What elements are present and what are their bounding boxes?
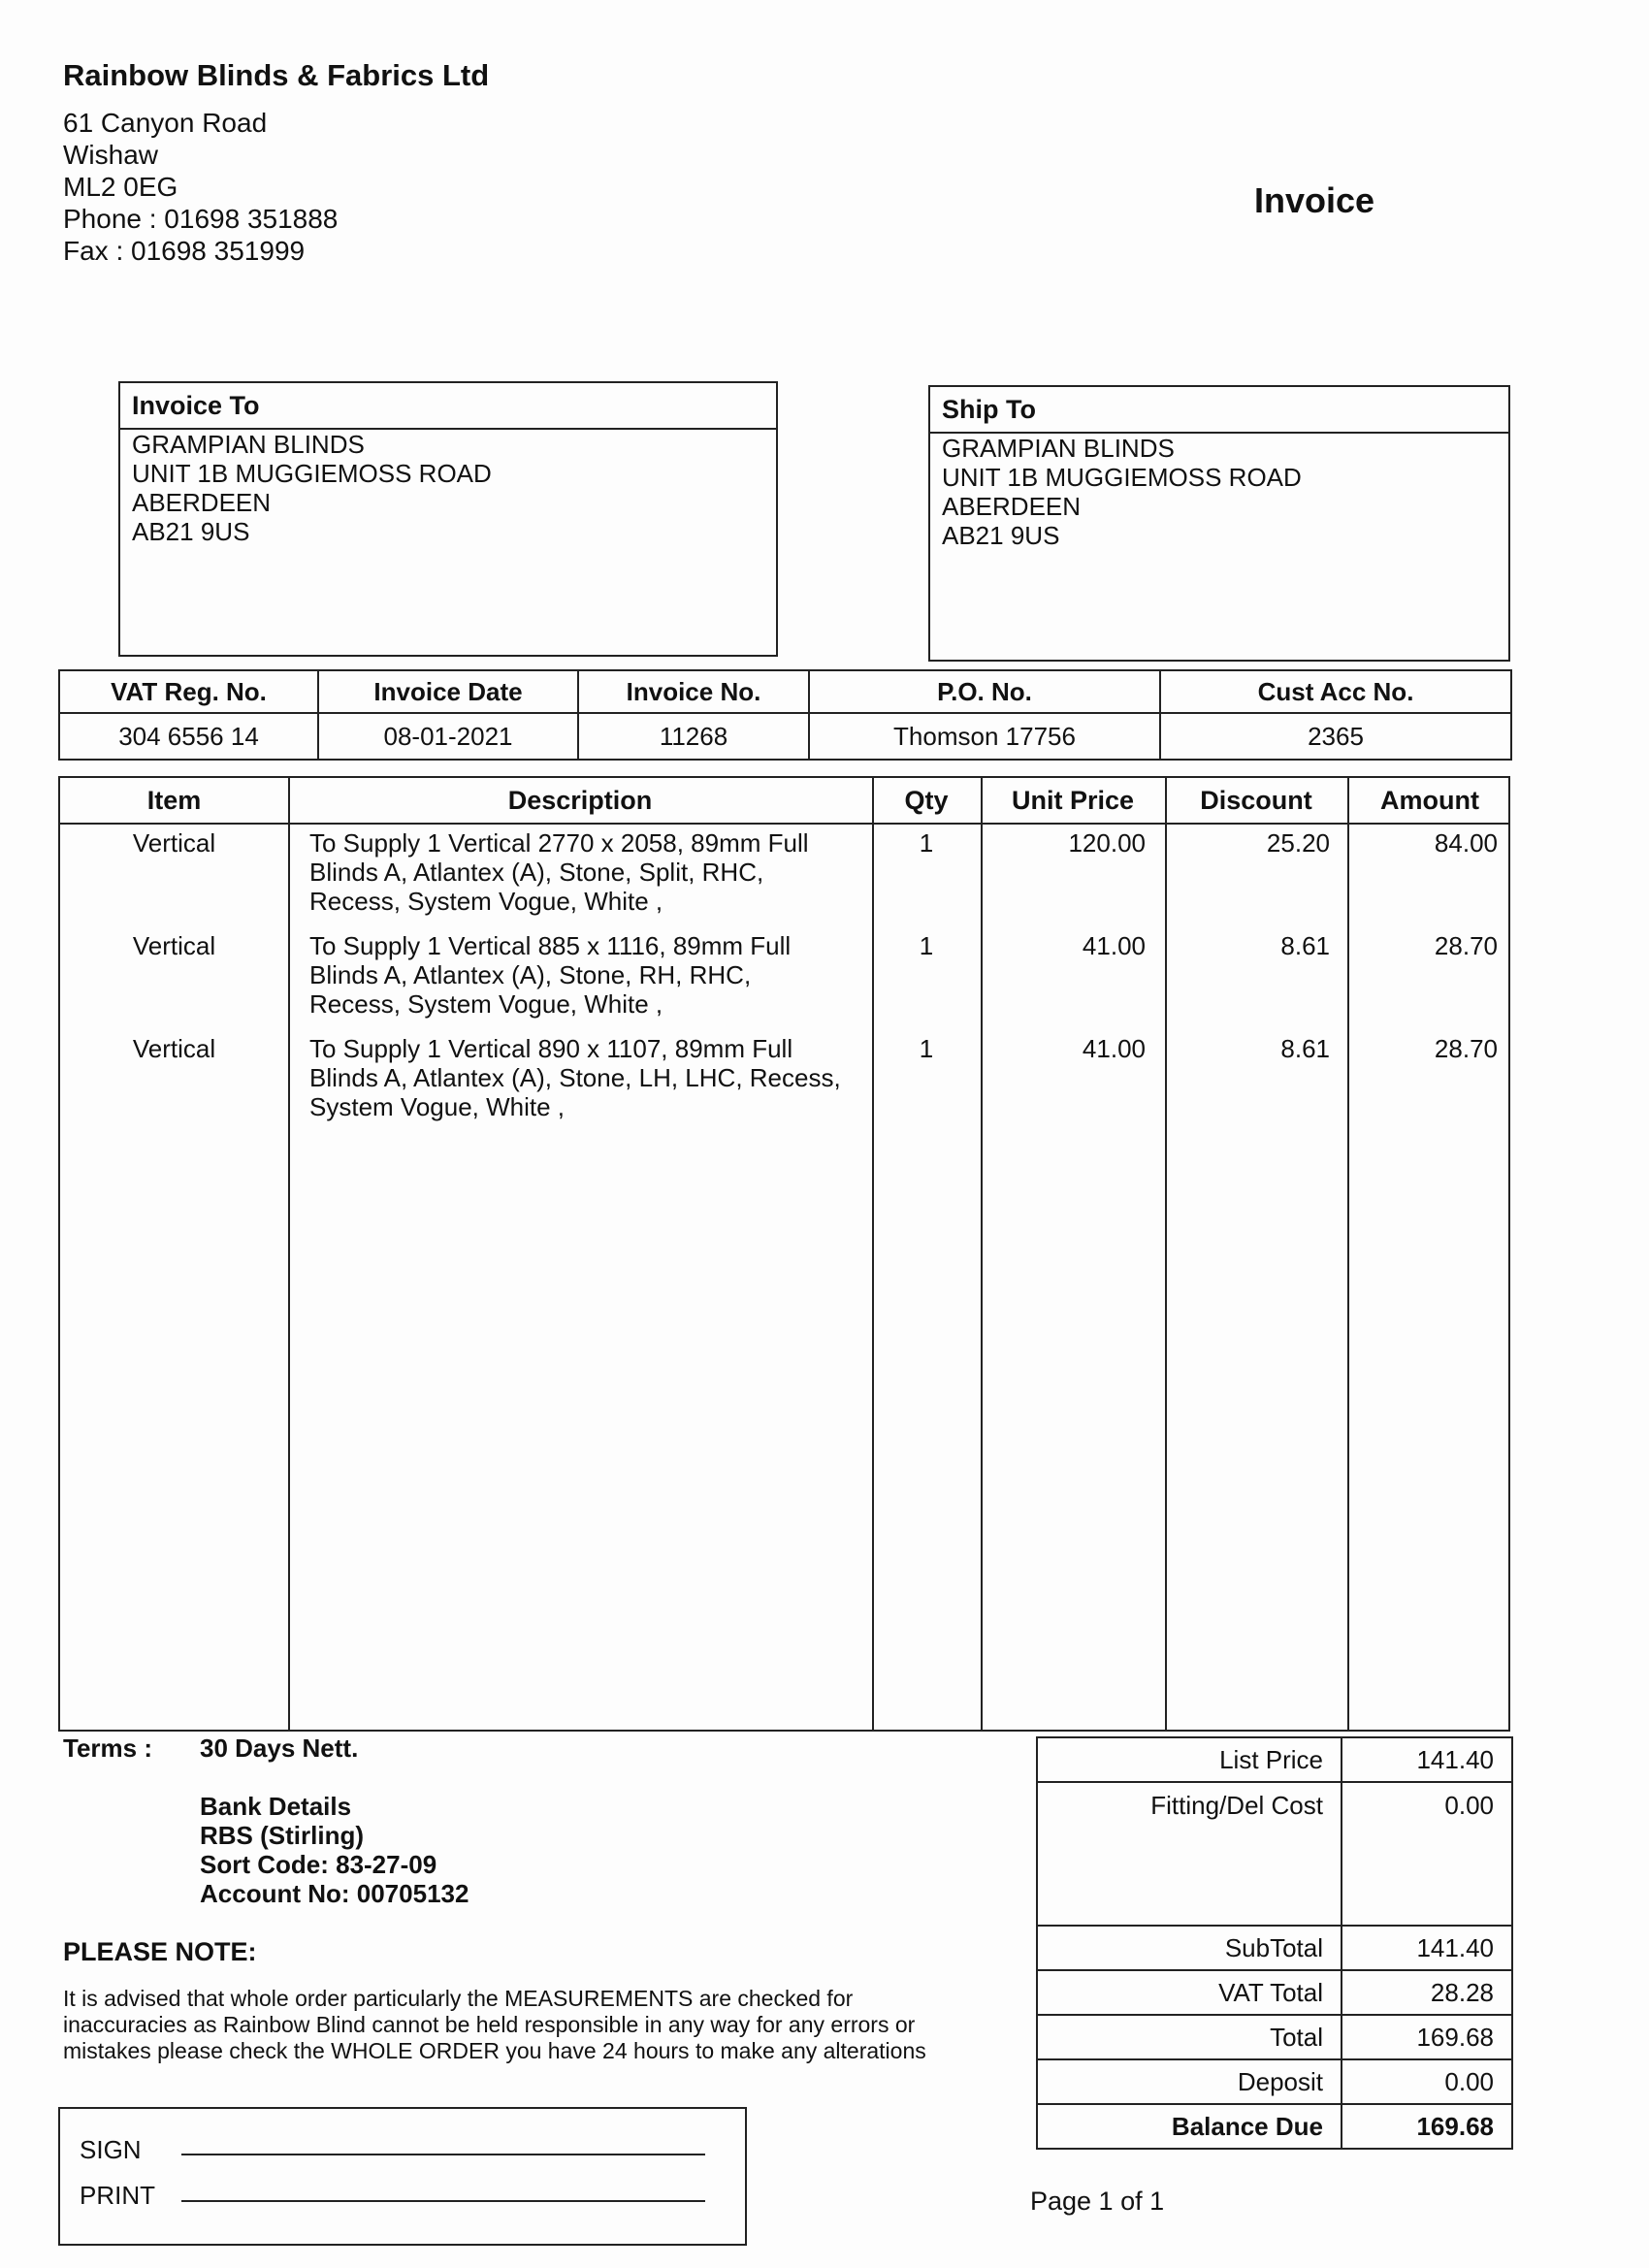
item-cell: Vertical (132, 1034, 216, 1063)
print-line[interactable] (181, 2200, 705, 2202)
note-line: mistakes please check the WHOLE ORDER you have 24 hours to make any alterations (63, 2038, 926, 2063)
vat-total-value: 28.28 (1342, 1970, 1512, 2015)
please-note-title: PLEASE NOTE: (63, 1937, 257, 1966)
balance-due-label: Balance Due (1037, 2104, 1342, 2149)
signature-box (58, 2107, 747, 2246)
deposit-value: 0.00 (1342, 2059, 1512, 2104)
fax-line: Fax : 01698 351999 (63, 236, 306, 266)
print-label: PRINT (80, 2181, 155, 2210)
invoice-date-header: Invoice Date (318, 670, 578, 713)
amount-cell: 28.70 (1434, 931, 1498, 960)
invoice-to-heading: Invoice To (120, 383, 776, 430)
item-cell: Vertical (132, 931, 216, 960)
amount-header: Amount (1380, 786, 1479, 815)
ship-to-box (928, 385, 1510, 662)
page-number: Page 1 of 1 (1030, 2187, 1165, 2216)
invoice-to-line: GRAMPIAN BLINDS (132, 430, 365, 459)
vat-total-row (1037, 1970, 1512, 2015)
vat-reg-header: VAT Reg. No. (59, 670, 318, 713)
terms-value: 30 Days Nett. (200, 1733, 359, 1763)
invoice-to-address (120, 430, 776, 546)
sign-line[interactable] (181, 2154, 705, 2155)
description-cell (309, 931, 872, 1019)
description-line: Recess, System Vogue, White , (309, 989, 663, 1019)
fitting-label: Fitting/Del Cost (1037, 1782, 1342, 1926)
invoice-no-header: Invoice No. (578, 670, 809, 713)
unit-price-cell: 41.00 (1082, 931, 1146, 960)
meta-header-row (59, 670, 1511, 713)
po-no-header: P.O. No. (809, 670, 1160, 713)
qty-cell: 1 (919, 931, 934, 960)
ship-to-line: AB21 9US (942, 521, 1060, 550)
discount-cell: 8.61 (1280, 931, 1330, 960)
bank-details-heading: Bank Details (200, 1792, 352, 1821)
description-line: To Supply 1 Vertical 2770 x 2058, 89mm Full (309, 828, 809, 858)
list-price-value: 141.40 (1342, 1737, 1512, 1782)
address-line: Wishaw (63, 140, 159, 170)
description-line: Blinds A, Atlantex (A), Stone, LH, LHC, Recess, (309, 1063, 841, 1092)
balance-due-value: 169.68 (1342, 2104, 1512, 2149)
note-line: It is advised that whole order particularly the MEASUREMENTS are checked for (63, 1986, 854, 2011)
invoice-to-line: UNIT 1B MUGGIEMOSS ROAD (132, 459, 492, 488)
table-row (60, 1028, 1508, 1130)
unit-price-header: Unit Price (1011, 786, 1135, 815)
qty-cell: 1 (919, 1034, 934, 1063)
note-line: inaccuracies as Rainbow Blind cannot be held responsible in any way for any errors or (63, 2012, 916, 2037)
vat-total-label: VAT Total (1037, 1970, 1342, 2015)
description-line: System Vogue, White , (309, 1092, 566, 1121)
discount-cell: 8.61 (1280, 1034, 1330, 1063)
fitting-row (1037, 1782, 1512, 1926)
discount-cell: 25.20 (1266, 828, 1330, 858)
invoice-to-box (118, 381, 778, 657)
unit-price-cell: 41.00 (1082, 1034, 1146, 1063)
fitting-value: 0.00 (1342, 1782, 1512, 1926)
items-header-row (60, 778, 1508, 825)
total-row (1037, 2015, 1512, 2059)
qty-header: Qty (904, 786, 949, 815)
bank-name: RBS (Stirling) (200, 1821, 364, 1850)
cust-acc-header: Cust Acc No. (1160, 670, 1511, 713)
amount-cell: 28.70 (1434, 1034, 1498, 1063)
description-line: To Supply 1 Vertical 885 x 1116, 89mm Full (309, 931, 792, 960)
please-note-text (63, 1986, 994, 2064)
unit-price-cell: 120.00 (1068, 828, 1146, 858)
description-line: To Supply 1 Vertical 890 x 1107, 89mm Full (309, 1034, 793, 1063)
balance-due-row (1037, 2104, 1512, 2149)
sign-label: SIGN (80, 2135, 142, 2164)
discount-header: Discount (1200, 786, 1312, 815)
description-cell (309, 828, 872, 916)
subtotal-row (1037, 1926, 1512, 1970)
deposit-row (1037, 2059, 1512, 2104)
item-header: Item (146, 786, 202, 815)
subtotal-value: 141.40 (1342, 1926, 1512, 1970)
invoice-meta-table (58, 669, 1512, 761)
phone-line: Phone : 01698 351888 (63, 204, 339, 234)
subtotal-label: SubTotal (1037, 1926, 1342, 1970)
list-price-label: List Price (1037, 1737, 1342, 1782)
description-line: Blinds A, Atlantex (A), Stone, Split, RHC, (309, 858, 764, 887)
ship-to-address (930, 434, 1508, 550)
document-title: Invoice (1254, 180, 1375, 220)
invoice-no-value: 11268 (578, 713, 809, 760)
totals-table (1036, 1736, 1513, 2150)
ship-to-line: ABERDEEN (942, 492, 1082, 521)
description-cell (309, 1034, 872, 1121)
table-row (60, 925, 1508, 1027)
address-line: 61 Canyon Road (63, 108, 268, 138)
company-address (63, 107, 338, 267)
invoice-date-value: 08-01-2021 (318, 713, 578, 760)
ship-to-line: GRAMPIAN BLINDS (942, 434, 1175, 463)
amount-cell: 84.00 (1434, 828, 1498, 858)
description-line: Recess, System Vogue, White , (309, 887, 663, 916)
address-line: ML2 0EG (63, 172, 178, 202)
invoice-to-line: ABERDEEN (132, 488, 272, 517)
cust-acc-value: 2365 (1160, 713, 1511, 760)
po-no-value: Thomson 17756 (809, 713, 1160, 760)
qty-cell: 1 (919, 828, 934, 858)
total-label: Total (1037, 2015, 1342, 2059)
list-price-row (1037, 1737, 1512, 1782)
sort-code: Sort Code: 83-27-09 (200, 1850, 437, 1879)
bank-details (200, 1792, 469, 1908)
invoice-to-line: AB21 9US (132, 517, 250, 546)
ship-to-line: UNIT 1B MUGGIEMOSS ROAD (942, 463, 1302, 492)
table-row (60, 823, 1508, 924)
item-cell: Vertical (132, 828, 216, 858)
line-items-table (58, 776, 1510, 1732)
deposit-label: Deposit (1037, 2059, 1342, 2104)
total-value: 169.68 (1342, 2015, 1512, 2059)
company-name: Rainbow Blinds & Fabrics Ltd (63, 58, 490, 92)
terms-label: Terms : (63, 1733, 152, 1763)
vat-reg-value: 304 6556 14 (59, 713, 318, 760)
description-header: Description (507, 786, 653, 815)
account-number: Account No: 00705132 (200, 1879, 469, 1908)
meta-value-row (59, 713, 1511, 760)
description-line: Blinds A, Atlantex (A), Stone, RH, RHC, (309, 960, 752, 989)
ship-to-heading: Ship To (930, 387, 1508, 434)
